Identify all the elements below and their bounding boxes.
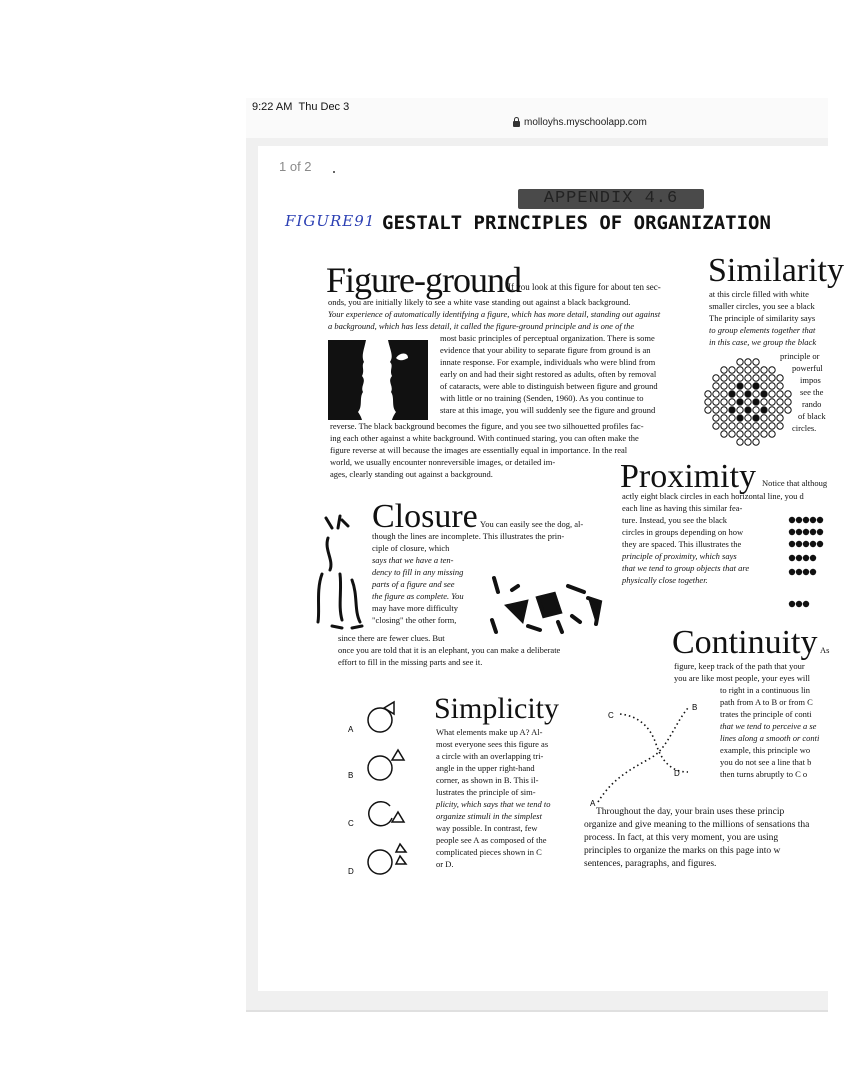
similarity-dot	[745, 383, 751, 389]
simplicity-label-c: C	[348, 819, 354, 828]
proximity-dot	[796, 569, 802, 575]
text-line: a circle with an overlapping tri-	[436, 751, 544, 761]
similarity-dot	[745, 415, 751, 421]
similarity-dot	[761, 391, 767, 397]
similarity-dot	[729, 383, 735, 389]
text-line: Throughout the day, your brain uses these princip	[596, 807, 785, 817]
proximity-lines	[622, 490, 804, 586]
similarity-dot	[769, 367, 775, 373]
closure-lines-b	[338, 632, 560, 668]
text-line: may have more difficulty	[372, 603, 458, 613]
url-text: molloyhs.myschoolapp.com	[524, 117, 647, 128]
text-line: powerful	[792, 363, 823, 373]
proximity-dot	[810, 517, 816, 523]
text-line: or D.	[436, 859, 454, 869]
text-line: impos	[800, 375, 821, 385]
text-line: you are like most people, your eyes will	[674, 673, 810, 683]
similarity-top-lines	[709, 288, 816, 348]
figure-ground-heading: Figure-ground	[326, 260, 521, 300]
text-line: though the lines are incomplete. This illustrates the prin-	[372, 531, 565, 541]
text-line: that we tend to perceive a se	[720, 721, 817, 731]
address-bar[interactable]	[513, 117, 647, 128]
proximity-dot	[789, 555, 795, 561]
similarity-dot	[737, 367, 743, 373]
continuity-label-a: A	[590, 799, 596, 808]
text-line: principles to organize the marks on this page into w	[584, 846, 781, 856]
similarity-dot	[745, 439, 751, 445]
similarity-dot	[705, 407, 711, 413]
text-line: corner, as shown in B. This il-	[436, 775, 539, 785]
similarity-dot	[713, 399, 719, 405]
similarity-heading: Similarity	[708, 252, 844, 289]
continuity-label-b: B	[692, 703, 698, 712]
figure-ground-lead: If you look at this figure for about ten sec-	[508, 282, 661, 292]
text-line: dency to fill in any missing	[372, 567, 464, 577]
simplicity-label-a: A	[348, 725, 354, 734]
similarity-dot	[721, 407, 727, 413]
similarity-dot	[713, 391, 719, 397]
proximity-dot	[817, 517, 823, 523]
similarity-dot	[761, 399, 767, 405]
proximity-dot	[810, 555, 816, 561]
text-line: "closing" the other form,	[372, 615, 457, 625]
proximity-dot	[796, 601, 802, 607]
text-line: example, this principle wo	[720, 745, 811, 755]
text-line: circles.	[792, 423, 817, 433]
text-line: each line as having this similar fea-	[622, 503, 743, 513]
proximity-dot	[789, 541, 795, 547]
proximity-dot	[817, 541, 823, 547]
similarity-dot	[737, 431, 743, 437]
proximity-dot	[796, 555, 802, 561]
proximity-dot	[803, 555, 809, 561]
similarity-dot	[745, 399, 751, 405]
similarity-dot	[753, 399, 759, 405]
similarity-side-lines	[780, 350, 826, 434]
proximity-dot	[789, 517, 795, 523]
simplicity-label-b: B	[348, 771, 354, 780]
proximity-dot	[810, 529, 816, 535]
similarity-dot	[745, 391, 751, 397]
similarity-dot	[705, 399, 711, 405]
similarity-dot	[753, 391, 759, 397]
text-line: rando	[802, 399, 822, 409]
closing-paragraph	[584, 806, 809, 871]
similarity-dot	[737, 391, 743, 397]
text-line: actly eight black circles in each horizontal line, you d	[622, 491, 804, 501]
similarity-dot	[753, 383, 759, 389]
text-line: they are spaced. This illustrates the	[622, 539, 742, 549]
similarity-dot	[721, 383, 727, 389]
similarity-dot	[761, 367, 767, 373]
text-line: evidence that your ability to separate figure from ground is an	[440, 345, 651, 355]
similarity-dot	[753, 415, 759, 421]
text-line: to right in a continuous lin	[720, 685, 810, 695]
similarity-dot	[745, 375, 751, 381]
text-line: plicity, which says that we tend to	[436, 799, 551, 809]
document-title: GESTALT PRINCIPLES OF ORGANIZATION	[382, 212, 771, 234]
simplicity-label-d: D	[348, 867, 354, 876]
similarity-circle-figure	[704, 358, 792, 446]
speck	[333, 171, 335, 173]
text-line: process. In fact, at this very moment, you are using	[584, 833, 779, 843]
continuity-heading: Continuity	[672, 624, 818, 661]
figure-ground-full-lines	[328, 296, 660, 332]
text-line: onds, you are initially likely to see a white vase standing out against a black background.	[328, 297, 631, 307]
text-line: What elements make up A? Al-	[436, 727, 543, 737]
similarity-dots	[705, 359, 791, 445]
proximity-dot	[810, 541, 816, 547]
text-line: way possible. In contrast, few	[436, 823, 538, 833]
text-line: angle in the upper right-hand	[436, 763, 535, 773]
similarity-dot	[737, 407, 743, 413]
similarity-dot	[761, 415, 767, 421]
text-line: complicated pieces shown in C	[436, 847, 542, 857]
closure-elephant-figure	[488, 572, 608, 634]
text-line: ing each other against a white background. With continued staring, you can often make the	[330, 433, 639, 443]
similarity-dot	[729, 423, 735, 429]
continuity-label-d: D	[674, 769, 680, 778]
similarity-dot	[729, 375, 735, 381]
lock-icon	[513, 121, 520, 127]
proximity-dot	[796, 517, 802, 523]
text-line: since there are fewer clues. But	[338, 633, 445, 643]
similarity-dot	[721, 423, 727, 429]
proximity-heading: Proximity	[620, 458, 757, 495]
similarity-dot	[745, 423, 751, 429]
text-line: physically close together.	[622, 575, 708, 585]
similarity-dot	[737, 439, 743, 445]
similarity-dot	[721, 399, 727, 405]
text-line: early on and had their sight restored as adults, often by removal	[440, 369, 657, 379]
vase-faces-figure	[328, 340, 428, 420]
similarity-dot	[737, 375, 743, 381]
similarity-dot	[729, 399, 735, 405]
proximity-dot	[789, 601, 795, 607]
proximity-dot	[789, 529, 795, 535]
text-line: stare at this image, you will suddenly see the figure and ground	[440, 405, 656, 415]
text-line: figure reverse at will because the images are essentially equal in importance. In the real	[330, 445, 628, 455]
proximity-dot	[796, 529, 802, 535]
similarity-dot	[705, 391, 711, 397]
similarity-dot	[769, 423, 775, 429]
simplicity-heading: Simplicity	[434, 692, 560, 725]
text-line: with little or no training (Senden, 1960). As you continue to	[440, 393, 644, 403]
similarity-dot	[761, 431, 767, 437]
similarity-dot	[769, 415, 775, 421]
similarity-dot	[753, 431, 759, 437]
similarity-dot	[761, 423, 767, 429]
time-text: 9:22 AM	[252, 101, 293, 113]
appendix-label: APPENDIX 4.6	[518, 189, 704, 209]
text-line: once you are told that it is an elephant, you can make a deliberate	[338, 645, 561, 655]
proximity-dot	[803, 541, 809, 547]
similarity-dot	[737, 383, 743, 389]
similarity-dot	[745, 367, 751, 373]
text-line: principle of proximity, which says	[622, 551, 737, 561]
text-line: lustrates the principle of sim-	[436, 787, 536, 797]
status-time	[252, 101, 349, 113]
text-line: reverse. The black background becomes the figure, and you see two silhouetted profiles fac-	[330, 421, 644, 431]
similarity-dot	[769, 407, 775, 413]
proximity-dot	[796, 541, 802, 547]
similarity-dot	[713, 383, 719, 389]
text-line: effort to fill in the missing parts and see it.	[338, 657, 483, 667]
text-line: smaller circles, you see a black	[709, 301, 815, 311]
similarity-dot	[753, 407, 759, 413]
proximity-dot	[803, 529, 809, 535]
similarity-dot	[737, 399, 743, 405]
text-line: ages, clearly standing out against a background.	[330, 469, 493, 479]
similarity-dot	[729, 431, 735, 437]
text-line: people see A as composed of the	[436, 835, 547, 845]
text-line: figure, keep track of the path that your	[674, 661, 805, 671]
similarity-dot	[753, 439, 759, 445]
text-line: parts of a figure and see	[372, 579, 455, 589]
proximity-dot	[789, 569, 795, 575]
text-line: at this circle filled with white	[709, 289, 809, 299]
similarity-dot	[753, 359, 759, 365]
similarity-dot	[721, 367, 727, 373]
similarity-dot	[753, 423, 759, 429]
similarity-dot	[745, 431, 751, 437]
text-line: most basic principles of perceptual organization. There is some	[440, 333, 655, 343]
similarity-dot	[729, 367, 735, 373]
figure-ground-right-lines	[440, 332, 658, 416]
continuity-label-c: C	[608, 711, 614, 720]
text-line: principle or	[780, 351, 820, 361]
similarity-dot	[721, 415, 727, 421]
closure-lead: You can easily see the dog, al-	[480, 519, 584, 529]
similarity-dot	[761, 407, 767, 413]
similarity-dot	[737, 415, 743, 421]
text-line: organize stimuli in the simplest	[436, 811, 542, 821]
similarity-dot	[729, 415, 735, 421]
text-line: sentences, paragraphs, and figures.	[584, 859, 717, 869]
text-line: of cataracts, were able to distinguish between figure and ground	[440, 381, 658, 391]
text-line: that we tend to group objects that are	[622, 563, 750, 573]
similarity-dot	[713, 375, 719, 381]
closure-heading: Closure	[372, 498, 478, 535]
similarity-dot	[745, 407, 751, 413]
figure-ground-bottom-lines	[330, 420, 644, 480]
proximity-dots-figure	[788, 514, 828, 614]
proximity-dot	[803, 517, 809, 523]
text-line: then turns abruptly to C o	[720, 769, 808, 779]
text-line: lines along a smooth or conti	[720, 733, 820, 743]
text-line: world, we usually encounter nonreversible images, or detailed im-	[330, 457, 556, 467]
text-line: the figure as complete. You	[372, 591, 464, 601]
proximity-dot	[803, 569, 809, 575]
text-line: trates the principle of conti	[720, 709, 812, 719]
text-line: to group elements together that	[709, 325, 816, 335]
similarity-dot	[769, 383, 775, 389]
text-line: innate response. For example, individuals who were blind from	[440, 357, 656, 367]
handwritten-note: FIGURE91	[285, 212, 376, 230]
text-line: ture. Instead, you see the black	[622, 515, 728, 525]
similarity-dot	[753, 375, 759, 381]
text-line: path from A to B or from C	[720, 697, 813, 707]
text-line: organize and give meaning to the millions of sensations tha	[584, 820, 810, 830]
similarity-dot	[729, 391, 735, 397]
simplicity-figures	[342, 676, 422, 886]
similarity-dot	[769, 391, 775, 397]
similarity-dot	[761, 375, 767, 381]
continuity-diagram	[584, 696, 716, 808]
similarity-dot	[721, 391, 727, 397]
text-line: see the	[800, 387, 824, 397]
similarity-dot	[745, 359, 751, 365]
closure-dog-figure	[312, 510, 372, 640]
similarity-dot	[713, 423, 719, 429]
similarity-dot	[761, 383, 767, 389]
page-indicator: 1 of 2	[279, 159, 312, 174]
text-line: circles in groups depending on how	[622, 527, 744, 537]
similarity-dot	[713, 415, 719, 421]
text-line: a background, which has less detail, it called the figure-ground principle and is one of the	[328, 321, 635, 331]
text-line: of black	[798, 411, 826, 421]
similarity-dot	[737, 423, 743, 429]
page-divider	[246, 1010, 828, 1012]
text-line: The principle of similarity says	[709, 313, 816, 323]
similarity-dot	[721, 375, 727, 381]
simplicity-lines	[436, 726, 551, 870]
text-line: in this case, we group the black	[709, 337, 817, 347]
text-line: says that we have a ten-	[372, 555, 454, 565]
date-text: Thu Dec 3	[298, 101, 350, 113]
similarity-dot	[769, 431, 775, 437]
similarity-dot	[729, 407, 735, 413]
proximity-dot	[803, 601, 809, 607]
similarity-dot	[713, 407, 719, 413]
similarity-dot	[737, 359, 743, 365]
proximity-dot	[817, 529, 823, 535]
proximity-dots	[789, 517, 823, 607]
continuity-lead: As	[820, 645, 830, 655]
similarity-dot	[721, 431, 727, 437]
text-line: Your experience of automatically identifying a figure, which has more detail, standing out against	[328, 309, 661, 319]
similarity-dot	[769, 375, 775, 381]
proximity-dot	[810, 569, 816, 575]
text-line: most everyone sees this figure as	[436, 739, 549, 749]
proximity-lead: Notice that althoug	[762, 478, 828, 488]
similarity-dot	[769, 399, 775, 405]
text-line: ciple of closure, which	[372, 543, 450, 553]
text-line: you do not see a line that b	[720, 757, 812, 767]
similarity-dot	[753, 367, 759, 373]
